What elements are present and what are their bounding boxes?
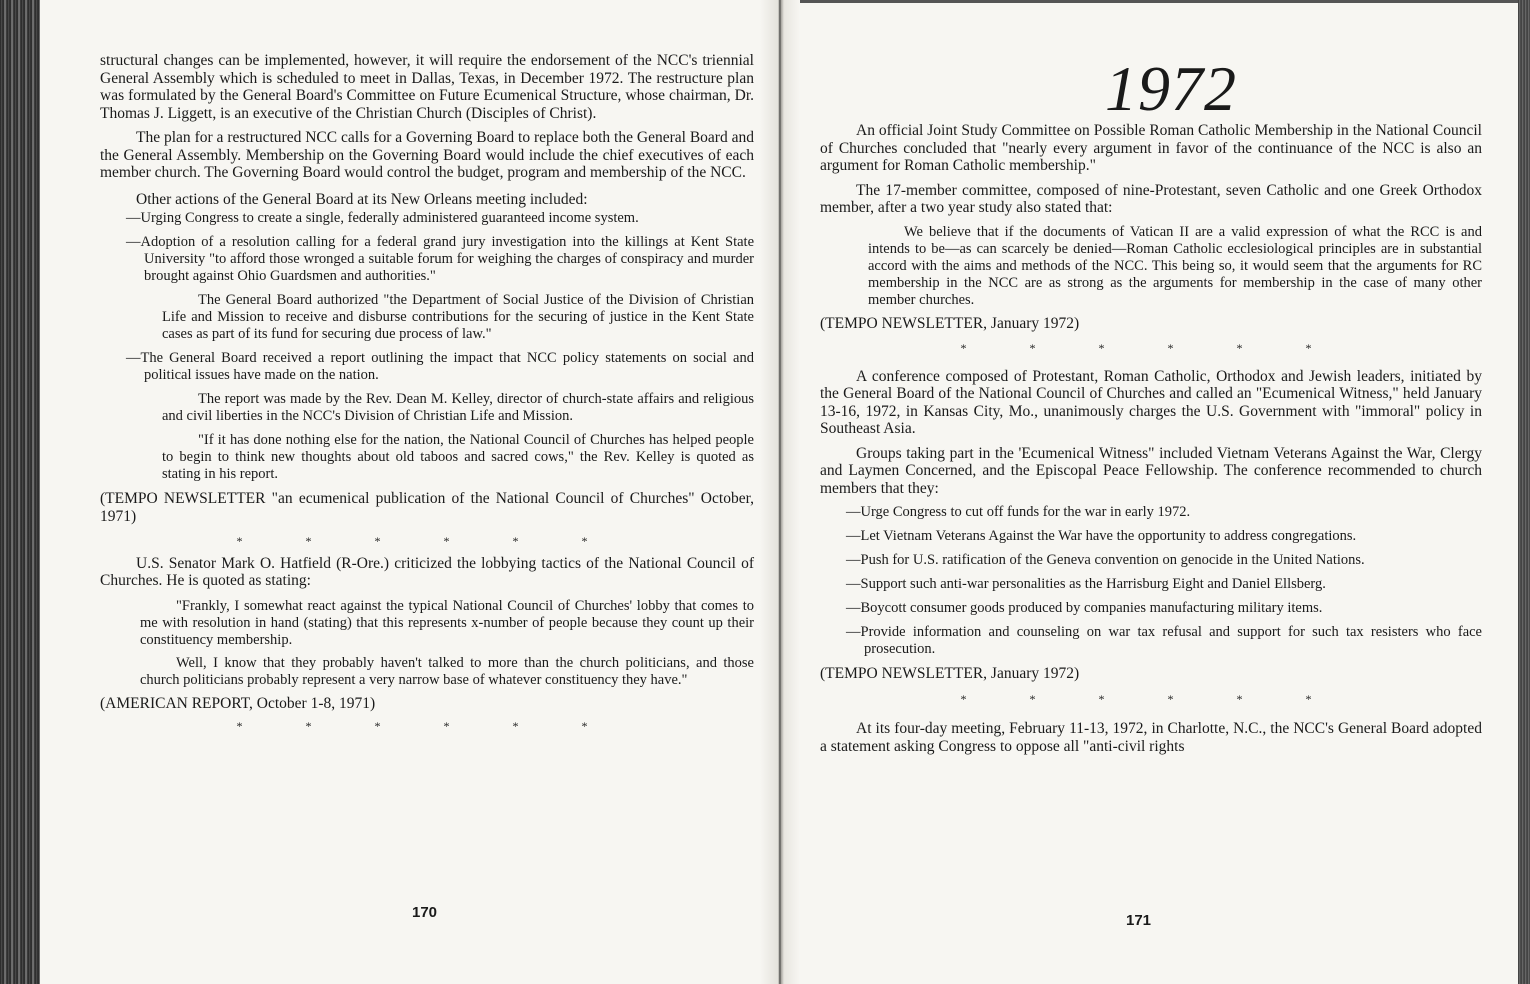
book-binding-left <box>0 0 40 984</box>
paragraph: At its four-day meeting, February 11-13, 1972, in Charlotte, N.C., the NCC's General Board adopted a statement asking Congress to oppose all "anti-civil rights <box>820 720 1482 755</box>
list-intro: Other actions of the General Board at its New Orleans meeting included: <box>136 190 588 208</box>
section-divider: * * * * * * <box>960 341 1342 355</box>
paragraph: structural changes can be implemented, however, it will require the endorsement of the NCC's triennial General Assembly which is scheduled to meet in Dallas, Texas, in December 1972. The restructure plan was formulated by the General Board's Committee on Future Ecumenical Structure, whose chairman, Dr. Thomas J. Liggett, is an executive of the Christian Church (Disciples of Christ). <box>100 52 754 122</box>
book-binding-right <box>1518 0 1530 984</box>
source-citation: (TEMPO NEWSLETTER, January 1972) <box>820 665 1080 682</box>
indented-quote: "If it has done nothing else for the nation, the National Council of Churches has helped people to begin to think new thoughts about old taboos and sacred cows," the Rev. Kelley is quoted as stating in his report. <box>162 432 754 482</box>
right-page <box>820 0 1482 984</box>
page-number: 171 <box>1126 912 1152 929</box>
paragraph: Groups taking part in the 'Ecumenical Witness" included Vietnam Veterans Against the War, Clergy and Laymen Concerned, and the Episcopal Peace Fellowship. The conference recommended to church members that they: <box>820 444 1482 497</box>
indented-quote: Well, I know that they probably haven't talked to more than the church politicians, and those church politicians probably represent a very narrow base of whatever constituency they have." <box>140 654 754 688</box>
paragraph: The 17-member committee, composed of nine-Protestant, seven Catholic and one Greek Orthodox member, after a two year study also stated that: <box>820 181 1482 216</box>
list-item: —Boycott consumer goods produced by companies manufacturing military items. <box>846 600 1323 616</box>
year-heading: 1972 <box>1105 53 1237 124</box>
source-citation: (AMERICAN REPORT, October 1-8, 1971) <box>100 694 376 712</box>
section-divider: * * * * * * <box>236 719 618 733</box>
list-item: —Support such anti-war personalities as the Harrisburg Eight and Daniel Ellsberg. <box>846 576 1326 592</box>
list-item: —The General Board received a report outlining the impact that NCC policy statements on social and political issues have made on the nation. <box>126 350 754 383</box>
list-item: —Urge Congress to cut off funds for the war in early 1972. <box>846 504 1191 520</box>
list-item: —Let Vietnam Veterans Against the War have the opportunity to address congregations. <box>846 528 1357 544</box>
indented-quote: The report was made by the Rev. Dean M. Kelley, director of church-state affairs and religious and civil liberties in the NCC's Division of Christian Life and Mission. <box>162 391 754 424</box>
list-item: —Urging Congress to create a single, federally administered guaranteed income system. <box>126 210 639 226</box>
paragraph: An official Joint Study Committee on Possible Roman Catholic Membership in the National Council of Churches concluded that "nearly every argument in favor of the continuance of the NCC is also an argument for Roman Catholic membership." <box>820 122 1482 174</box>
section-divider: * * * * * * <box>960 691 1342 706</box>
left-page <box>100 0 754 984</box>
source-citation: (TEMPO NEWSLETTER, January 1972) <box>820 314 1080 332</box>
paragraph: The plan for a restructured NCC calls for a Governing Board to replace both the General Board and the General Assembly. Membership on the Governing Board would include the chief executives of each member church. The Governing Board would control the budget, program and membership of the NCC. <box>100 129 754 181</box>
indented-quote: The General Board authorized "the Department of Social Justice of the Division of Christian Life and Mission to receive and disburse contributions for the securing of justice in the Kent State cases as part of its fund for securing due process of law." <box>162 292 754 342</box>
list-item: —Push for U.S. ratification of the Geneva convention on genocide in the United Nations. <box>846 552 1365 568</box>
indented-quote: We believe that if the documents of Vatican II are a valid expression of what the RCC is and intends to be—as can scarcely be denied—Roman Catholic ecclesiological principles are in substantial accord with the aims and methods of the NCC. This being so, it would seem that the arguments for RC membership in the NCC are as strong as the arguments for membership in the case of many other member churches. <box>868 223 1482 308</box>
source-citation: (TEMPO NEWSLETTER "an ecumenical publication of the National Council of Churches" October, 1971) <box>100 490 754 525</box>
list-item: —Adoption of a resolution calling for a federal grand jury investigation into the killings at Kent State University "to afford those wronged a suitable forum for weighing the charges of conspiracy and murder brought against Ohio Guardsmen and authorities." <box>126 234 754 284</box>
page-number: 170 <box>412 904 438 921</box>
list-item: —Provide information and counseling on war tax refusal and support for such tax resisters who face prosecution. <box>846 624 1482 657</box>
paragraph: U.S. Senator Mark O. Hatfield (R-Ore.) criticized the lobbying tactics of the National Council of Churches. He is quoted as stating: <box>100 554 754 589</box>
section-divider: * * * * * * <box>236 534 618 548</box>
indented-quote: "Frankly, I somewhat react against the typical National Council of Churches' lobby that comes to me with resolution in hand (stating) that this represents x-number of people because they count up their constituency membership. <box>140 597 754 648</box>
book-gutter <box>760 0 800 984</box>
paragraph: A conference composed of Protestant, Roman Catholic, Orthodox and Jewish leaders, initiated by the General Board of the National Council of Churches and called an "Ecumenical Witness," held January 13-16, 1972, in Kansas City, Mo., unanimously charges the U.S. Government with "immoral" policy in Southeast Asia. <box>820 367 1482 437</box>
